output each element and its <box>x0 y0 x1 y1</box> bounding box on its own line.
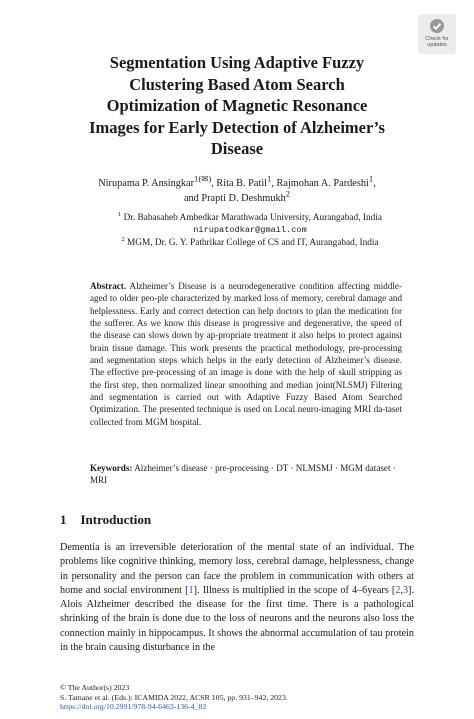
citation-link[interactable]: 3 <box>402 584 409 596</box>
footer <box>60 683 288 712</box>
author-name: Nirupama P. Ansingkar <box>98 178 195 189</box>
section-number: 1 <box>60 512 67 527</box>
author-affiliation-mark: 1 <box>267 173 272 184</box>
author-affiliation-mark: 2 <box>285 188 291 199</box>
badge-label-line1: Check for <box>425 36 449 42</box>
author-affiliation-mark: 1(✉) <box>194 173 212 184</box>
title-line: Optimization of Magnetic Resonance <box>106 96 368 115</box>
author-name: Prapti D. Deshmukh <box>201 192 286 204</box>
keywords-label: Keywords: <box>90 463 133 473</box>
keywords <box>90 462 402 487</box>
affiliation-number: 2 <box>121 235 125 243</box>
intro-text: ]. Alois Alzheimer described the disease for the first time. There is a pathological shrinking of the brain is done due to the loss of neurons and the neurons also loss the connection mainly in hippocampus. It shows the abnormal accumulation of tau protein in the brain causing disturbance in the <box>60 584 414 654</box>
abstract-text: Alzheimer’s Disease is a neurodegenerative condition affecting middle-aged to older peo-ple characterized by marked loss of memory, cerebral damage and helplessness. Early and correct detection can help doctors to plan the medication for the sufferer. As we know this disease is progressive and degenerative, the speed of the disease can slows down by ap-propriate treatment it also helps to protect against brain tissue damage. This work presents the practical methodology, pre-processing and segmentation steps which helps in the early detection of Alzheimer’s disease. The effective pre-processing of an image is done with the help of skull stripping as the first step, then normalized linear smoothing and median joint(NLSMJ) Filtering and segmentation is carried out with Adaptive Fuzzy Based Atom Searched Optimization. The presented technique is used on Local neuro-imaging MRI da-taset collected from MGM hospital. <box>90 281 402 427</box>
intro-paragraph <box>60 541 414 655</box>
check-for-updates-icon <box>429 18 445 34</box>
affiliation-text: MGM, Dr. G. Y. Pathrikar College of CS and IT, Aurangabad, India <box>127 238 379 248</box>
affiliation-text: Dr. Babasaheb Ambedkar Marathwada University, Aurangabad, India <box>123 213 382 223</box>
affiliation-number: 1 <box>118 210 122 218</box>
citation-separator: , <box>400 584 403 596</box>
title-line: Images for Early Detection of Alzheimer’s <box>89 117 385 137</box>
citation-link[interactable]: 1 <box>188 584 194 596</box>
author-email[interactable]: nirupatodkar@gmail.com <box>193 225 307 235</box>
abstract <box>90 280 402 428</box>
section-title: Introduction <box>80 512 152 527</box>
author-separator: , <box>211 178 217 189</box>
badge-label-line2: updates <box>427 42 447 48</box>
copyright-notice: © The Author(s) 2023 <box>60 683 130 692</box>
section-heading <box>60 512 151 528</box>
title-line: Clustering Based Atom Search <box>129 74 345 94</box>
doi-link[interactable]: https://doi.org/10.2991/978-94-6463-136-4_82 <box>60 702 207 711</box>
author-name: Rita B. Patil <box>216 178 268 189</box>
publication-citation: S. Tamane et al. (Eds.): ICAMIDA 2022, ACSR 105, pp. 931–942, 2023. <box>60 692 288 702</box>
author-conjunction: and <box>183 192 202 204</box>
abstract-label: Abstract. <box>90 281 127 291</box>
author-affiliation-mark: 1 <box>368 173 374 184</box>
intro-text: ]. Illness is multiplied in the scope of 4–6years [ <box>193 584 396 596</box>
keywords-text: Alzheimer’s disease · pre-processing · DT · NLMSMJ · MGM dataset · MRI <box>90 463 396 486</box>
title-line: Segmentation Using Adaptive Fuzzy <box>109 53 365 72</box>
author-list: Nirupama P. Ansingkar$^{1(✉)}$, Rita B. Patil$^1$, Rajmohan A. Pardeshi$^1$, and Prapti D. Deshmukh$^2$ <box>98 173 376 204</box>
title-line: Disease <box>210 139 264 158</box>
paper-title <box>60 52 414 160</box>
affiliation-2 <box>90 237 410 249</box>
affiliation-1 <box>90 212 410 224</box>
author-separator: , <box>271 178 277 189</box>
intro-text: Dementia is an irreversible deterioration of the mental state of an individual. The problems like cognitive thinking, memory loss, cerebral damage, helplessness, change in personality and the person can face the problem in communication with others at home and social environment [ <box>60 542 414 596</box>
citation-link[interactable]: 2 <box>395 584 401 596</box>
author-name: Rajmohan A. Pardeshi <box>276 178 369 189</box>
check-for-updates-badge[interactable] <box>418 14 456 54</box>
